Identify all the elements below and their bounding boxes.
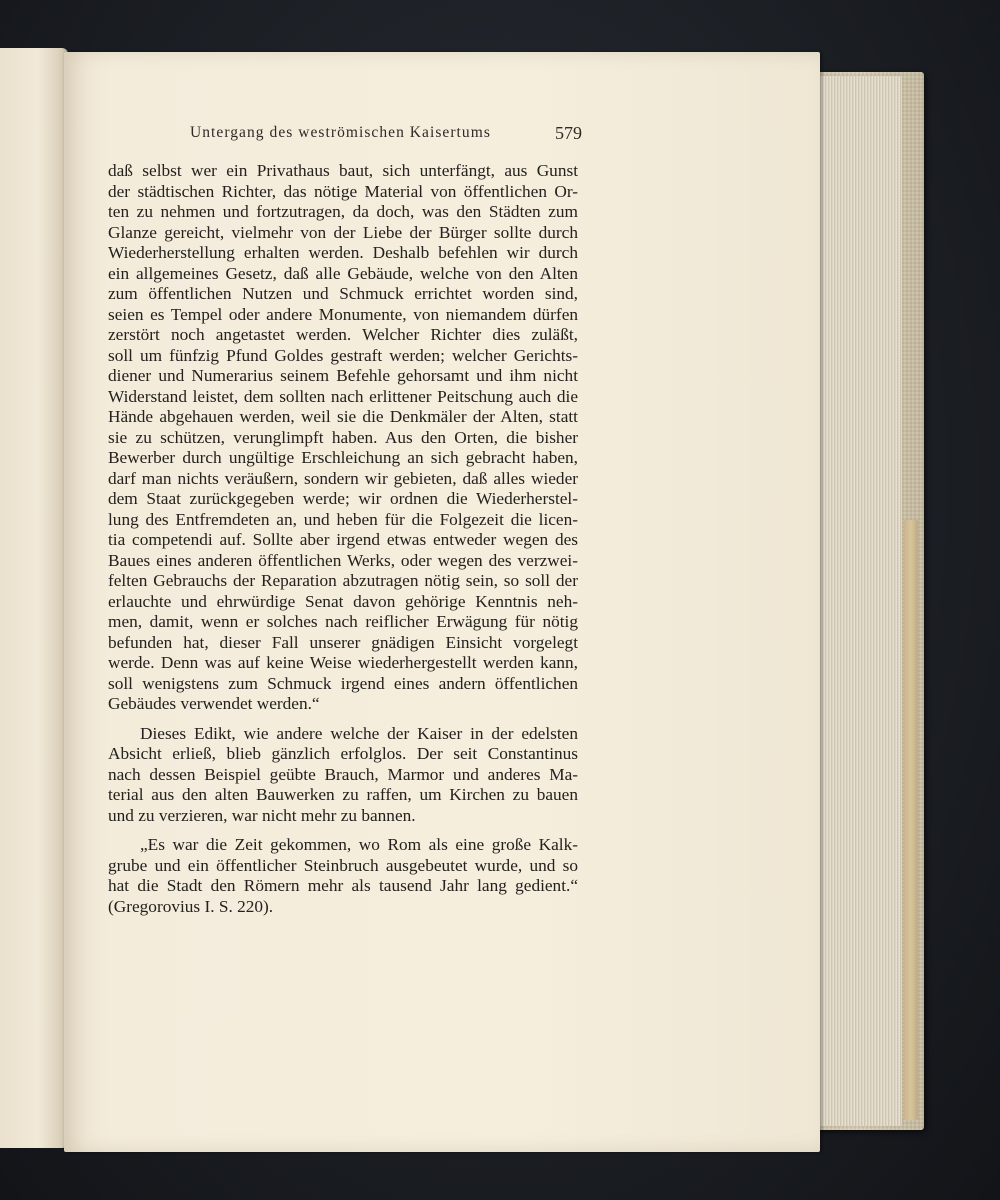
text-line: sie zu schützen, verunglimpft haben. Aus den Orten, die bisher bbox=[108, 427, 578, 447]
text-line: Dieses Edikt, wie andere welche der Kaiser in der edelsten bbox=[140, 723, 578, 743]
text-line: lung des Entfremdeten an, und heben für die Folgezeit die licen- bbox=[108, 509, 578, 529]
text-line: zum öffentlichen Nutzen und Schmuck errichtet worden sind, bbox=[108, 284, 578, 303]
text-line: Glanze gereicht, vielmehr von der Liebe der Bürger sollte durch bbox=[108, 222, 578, 242]
text-line: soll wenigstens zum Schmuck irgend eines andern öffentlichen bbox=[108, 673, 578, 693]
text-line: dem Staat zurückgegeben werde; wir ordnen die Wiederherstel- bbox=[108, 489, 578, 508]
text-line: Bewerber durch ungültige Erschleichung an sich gebracht haben, bbox=[108, 448, 578, 467]
text-line: ein allgemeines Gesetz, daß alle Gebäude, welche von den Alten bbox=[108, 263, 578, 283]
text-line: hat die Stadt den Römern mehr als tausend Jahr lang gedient.“ bbox=[108, 876, 578, 895]
paragraph-1 bbox=[108, 161, 578, 715]
text-line: zerstört noch angetastet werden. Welcher Richter dies zuläßt, bbox=[108, 325, 578, 344]
paragraph-3-quote bbox=[108, 835, 578, 917]
text-line: tia competendi auf. Sollte aber irgend etwas entweder wegen des bbox=[108, 530, 578, 549]
text-line: seien es Tempel oder andere Monumente, von niemandem dürfen bbox=[108, 304, 578, 324]
text-line: Wiederherstellung erhalten werden. Deshalb befehlen wir durch bbox=[108, 243, 578, 262]
text-line: Widerstand leistet, dem sollten nach erlittener Peitschung auch die bbox=[108, 386, 578, 406]
text-line: befunden hat, dieser Fall unserer gnädigen Einsicht vorgelegt bbox=[108, 632, 578, 652]
running-title: Untergang des weströmischen Kaisertums bbox=[190, 124, 491, 141]
text-line: men, damit, wenn er solches nach reiflicher Erwägung für nötig bbox=[108, 612, 578, 631]
body-text bbox=[108, 161, 578, 917]
text-line: Baues eines anderen öffentlichen Werks, oder wegen des verzwei- bbox=[108, 550, 578, 570]
bookmark-ribbon bbox=[904, 520, 918, 1120]
text-line: ten zu nehmen und fortzutragen, da doch, was den Städten zum bbox=[108, 202, 578, 221]
text-line: felten Gebrauchs der Reparation abzutragen nötig sein, so soll der bbox=[108, 571, 578, 590]
text-line: darf man nichts veräußern, sondern wir gebieten, daß alles wieder bbox=[108, 468, 578, 488]
text-line: terial aus den alten Bauwerken zu raffen, um Kirchen zu bauen bbox=[108, 785, 578, 804]
text-line: Absicht erließ, blieb gänzlich erfolglos. Der seit Constantinus bbox=[108, 744, 578, 763]
text-line: (Gregorovius I. S. 220). bbox=[108, 896, 274, 916]
text-line: daß selbst wer ein Privathaus baut, sich unterfängt, aus Gunst bbox=[108, 161, 578, 180]
text-line: Gebäudes verwendet werden.“ bbox=[108, 694, 320, 713]
left-facing-page-edge bbox=[0, 48, 68, 1148]
text-line: und zu verzieren, war nicht mehr zu bannen. bbox=[108, 805, 416, 825]
text-line: erlauchte und ehrwürdige Senat davon gehörige Kenntnis neh- bbox=[108, 591, 578, 611]
page-edges-stack bbox=[818, 76, 902, 1126]
text-line: Hände abgehauen werden, weil sie die Denkmäler der Alten, statt bbox=[108, 407, 578, 426]
text-line: „Es war die Zeit gekommen, wo Rom als eine große Kalk- bbox=[140, 835, 578, 854]
text-line: der städtischen Richter, das nötige Material von öffentlichen Or- bbox=[108, 181, 578, 201]
paragraph-2 bbox=[108, 724, 578, 827]
page-header bbox=[190, 124, 582, 150]
text-line: soll um fünfzig Pfund Goldes gestraft werden; welcher Gerichts- bbox=[108, 345, 578, 365]
text-line: diener und Numerarius seinem Befehle gehorsamt und ihm nicht bbox=[108, 366, 578, 385]
text-line: nach dessen Beispiel geübte Brauch, Marmor und anderes Ma- bbox=[108, 764, 578, 784]
text-line: grube und ein öffentlicher Steinbruch ausgebeutet wurde, und so bbox=[108, 855, 578, 875]
text-line: werde. Denn was auf keine Weise wiederhergestellt werden kann, bbox=[108, 653, 578, 672]
page-number: 579 bbox=[555, 123, 582, 143]
